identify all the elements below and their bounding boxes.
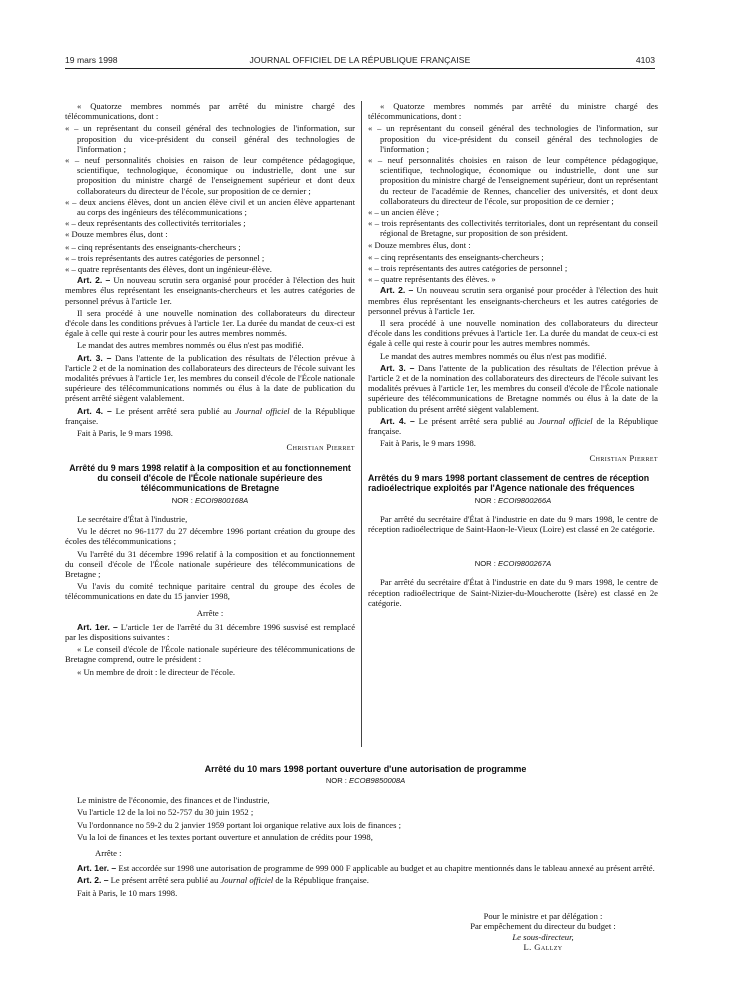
done-at: Fait à Paris, le 9 mars 1998. (77, 428, 173, 439)
paragraph: Vu le décret no 96-1177 du 27 décembre 1996 portant création du groupe des écoles des télécommunications ; (65, 526, 355, 547)
article-label: Art. 2. – (380, 285, 414, 296)
delegation-line: Par empêchement du directeur du budget : (470, 921, 616, 932)
paragraph: « Quatorze membres nommés par arrêté du ministre chargé des télécommunications, dont : (368, 101, 658, 122)
nor-reference (368, 559, 658, 569)
column-divider (361, 101, 362, 747)
article-label: Art. 3. – (380, 362, 415, 373)
paragraph: Il sera procédé à une nouvelle nomination des collaborateurs du directeur d'école dans les conditions prévues à l'article 1er. La durée du mandat de ceux-ci est égale à celle qui reste à courir pour les autres membres nommés. (65, 307, 355, 339)
article-text: L'article 1er de l'arrêté du 31 décembre 1996 susvisé est remplacé par les dispositions suivantes : (65, 621, 356, 642)
paragraph: Par arrêté du secrétaire d'État à l'industrie en date du 9 mars 1998, le centre de réception radioélectrique de Saint-Haon-le-Vieux (Loire) est classé en 2e catégorie. (368, 513, 658, 534)
article-text: Est accordée sur 1998 une autorisation de programme de 999 000 F applicable au budget et au chapitre mentionnés dans le tableau annexé au présent arrêté. (116, 862, 655, 873)
article-4 (65, 406, 355, 426)
signatory-title: Le sous-directeur, (512, 931, 574, 942)
paragraph: Vu l'article 12 de la loi no 52-757 du 30 juin 1952 ; (77, 807, 254, 818)
journal-officiel-ref: Journal officiel (220, 875, 274, 886)
spacer (368, 536, 658, 558)
paragraph: Le secrétaire d'État à l'industrie, (77, 513, 188, 524)
paragraph: Il sera procédé à une nouvelle nomination des collaborateurs du directeur d'école dans les conditions prévues à l'article 1er. La durée du mandat de ceux-ci est égale à celle qui reste à courir pour les autres membres nommés. (368, 318, 658, 349)
article-4 (368, 416, 658, 436)
list-item: « – deux anciens élèves, dont un ancien élève civil et un ancien élève appartenant au corps des ingénieurs des télécommunications ; (65, 196, 355, 218)
article-text: Dans l'attente de la publication des résultats de l'élection prévue à l'article 2 et de la nomination des collaborateurs des directeurs de l'école suivant les modalités prévues à l'article 1er, les membres du conseil d'école de l'École nationale supérieure des télécommunications de Bretagne nommés ou élus à la date de la publication du présent arrêté siègent valablement. (368, 362, 658, 414)
signature-block (420, 911, 666, 953)
paragraph: Le mandat des autres membres nommés ou élus n'est pas modifié. (77, 340, 304, 351)
article-1 (65, 622, 355, 642)
nor-reference (65, 776, 666, 786)
paragraph: Le mandat des autres membres nommés ou élus n'est pas modifié. (380, 350, 607, 361)
article-text: Le présent arrêté sera publié au (108, 875, 221, 886)
paragraph: Le ministre de l'économie, des finances et de l'industrie, (77, 794, 270, 805)
list-item: « – un ancien élève ; (368, 207, 439, 218)
page-number: 4103 (635, 55, 655, 65)
done-at: Fait à Paris, le 10 mars 1998. (77, 887, 178, 898)
paragraph: « Un membre de droit : le directeur de l'école. (77, 666, 236, 677)
article-text: Un nouveau scrutin sera organisé pour procéder à l'élection des huit membres élus représentant les enseignants-chercheurs et les autres catégories de personnel prévus à l'article 1er. (65, 275, 356, 306)
article-text: de la République française. (368, 415, 658, 437)
article-label: Art. 4. – (77, 405, 112, 416)
article-label: Art. 4. – (380, 415, 415, 426)
article-text: Le présent arrêté sera publié au (111, 405, 236, 416)
signature: Christian Pierret (286, 442, 355, 453)
list-item: « – un représentant du conseil général des technologies de l'information, sur proposition du vice-président du conseil général des technologies de l'information ; (368, 123, 658, 154)
list-item: « – cinq représentants des enseignants-chercheurs ; (65, 241, 241, 252)
delegation-line: Pour le ministre et par délégation : (483, 911, 603, 921)
list-item: « – quatre représentants des élèves. » (368, 274, 496, 285)
nor-label: NOR : (474, 559, 498, 569)
article-label: Art. 3. – (77, 352, 112, 363)
paragraph: « Douze membres élus, dont : (368, 239, 471, 250)
article-text: Un nouveau scrutin sera organisé pour procéder à l'élection des huit membres élus représentant les enseignants-chercheurs et les autres catégories de personnel prévus à l'article 1er. (368, 285, 659, 316)
paragraph: « Le conseil d'école de l'École nationale supérieure des télécommunications de Bretagne comprend, outre le président : (65, 644, 355, 665)
signature: Christian Pierret (589, 452, 658, 463)
paragraph: « Douze membres élus, dont : (65, 229, 168, 240)
article-2 (65, 875, 666, 885)
nor-code: ECOB9850008A (349, 776, 406, 786)
list-item: « – neuf personnalités choisies en raison de leur compétence pédagogique, scientifique, technologique, économique ou industrielle, dont une sur proposition du ministre chargé de l'enseignement supérieur et dont deux collaborateurs du directeur de l'école, sur proposition de ce dernier ; (65, 155, 355, 196)
list-item: « – un représentant du conseil général des technologies de l'information, sur proposition du vice-président du conseil général des technologies de l'information ; (65, 123, 355, 154)
right-column (368, 101, 658, 610)
article-label: Art. 1er. – (77, 862, 117, 873)
article-text: Dans l'attente de la publication des résultats de l'élection prévue à l'article 2 et de la nomination des collaborateurs des directeurs de l'école suivant les modalités prévues à l'article 1er, les membres du conseil d'école de l'École nationale supérieure des télécommunications nommés ou élus à la date de publication du présent arrêté siègent valablement. (65, 352, 355, 404)
nor-reference (65, 496, 355, 506)
article-label: Art. 2. – (77, 875, 109, 886)
article-text: Le présent arrêté sera publié au (414, 415, 539, 426)
list-item: « – quatre représentants des élèves, dont un ingénieur-élève. (65, 264, 272, 275)
decree-title: Arrêté du 9 mars 1998 relatif à la composition et au fonctionnement du conseil d'école de l'École nationale supérieure des télécommunications de Bretagne (69, 462, 351, 494)
arrete-heading: Arrête : (95, 848, 122, 859)
list-item: « – neuf personnalités choisies en raison de leur compétence pédagogique, scientifique, technologique, économique ou industrielle, dont une sur proposition du ministre chargé de l'enseignement supérieur, dont un représentant du recteur de l'académie de Rennes, chancelier des universités, et dont deux collaborateurs du directeur de l'école, sur proposition de ce dernier ; (368, 155, 658, 206)
paragraph: Par arrêté du secrétaire d'État à l'industrie en date du 9 mars 1998, le centre de réception radioélectrique de Saint-Nizier-du-Moucherotte (Isère) est classé en 2e catégorie. (368, 577, 658, 608)
paragraph: « Quatorze membres nommés par arrêté du ministre chargé des télécommunications, dont : (65, 101, 355, 122)
article-1 (65, 863, 666, 873)
arrete-heading: Arrête : (196, 607, 224, 618)
list-item: « – deux représentants des collectivités territoriales ; (65, 218, 246, 229)
article-label: Art. 2. – (77, 275, 111, 286)
article-3 (368, 363, 658, 414)
list-item: « – trois représentants des autres catégories de personnel ; (65, 252, 265, 263)
nor-label: NOR : (171, 495, 195, 505)
paragraph: Vu l'ordonnance no 59-2 du 2 janvier 1959 portant loi organique relative aux lois de finances ; (77, 819, 402, 830)
nor-code: ECOI9800267A (498, 559, 552, 569)
nor-code: ECOI9800168A (195, 495, 249, 505)
bottom-section (65, 758, 666, 900)
decree-title: Arrêté du 10 mars 1998 portant ouverture d'une autorisation de programme (204, 764, 527, 774)
nor-label: NOR : (474, 495, 498, 505)
list-item: « – cinq représentants des enseignants-chercheurs ; (368, 251, 544, 262)
article-text: de la République française. (273, 875, 369, 886)
journal-officiel-ref: Journal officiel (538, 415, 593, 426)
article-2 (368, 285, 658, 316)
header-date: 19 mars 1998 (65, 55, 118, 65)
list-item: « – trois représentants des collectivités territoriales, dont un représentant du conseil régional de Bretagne, sur proposition de son président. (368, 218, 658, 239)
nor-reference (368, 496, 658, 506)
journal-officiel-ref: Journal officiel (235, 405, 290, 416)
done-at: Fait à Paris, le 9 mars 1998. (380, 438, 476, 449)
list-item: « – trois représentants des autres catégories de personnel ; (368, 263, 568, 274)
signatory-name: L. Gallzy (523, 942, 563, 953)
decree-title: Arrêtés du 9 mars 1998 portant classement de centres de réception radioélectrique exploités par l'Agence nationale des fréquences (368, 472, 650, 494)
article-text: de la République française. (65, 405, 355, 426)
nor-code: ECOI9800266A (498, 495, 552, 505)
article-2 (65, 275, 355, 306)
paragraph: Vu la loi de finances et les textes portant ouverture et annulation de crédits pour 1998, (77, 832, 373, 843)
nor-label: NOR : (325, 776, 350, 786)
paragraph: Vu l'avis du comité technique paritaire central du groupe des écoles de télécommunications en date du 15 janvier 1998, (65, 581, 355, 602)
journal-title: JOURNAL OFFICIEL DE LA RÉPUBLIQUE FRANÇAISE (249, 55, 471, 65)
header-rule (65, 68, 655, 69)
article-3 (65, 353, 355, 404)
paragraph: Vu l'arrêté du 31 décembre 1996 relatif à la composition et au fonctionnement du conseil d'école de l'École nationale supérieure des télécommunications de Bretagne ; (65, 548, 355, 579)
article-label: Art. 1er. – (77, 621, 118, 632)
left-column (65, 101, 355, 679)
